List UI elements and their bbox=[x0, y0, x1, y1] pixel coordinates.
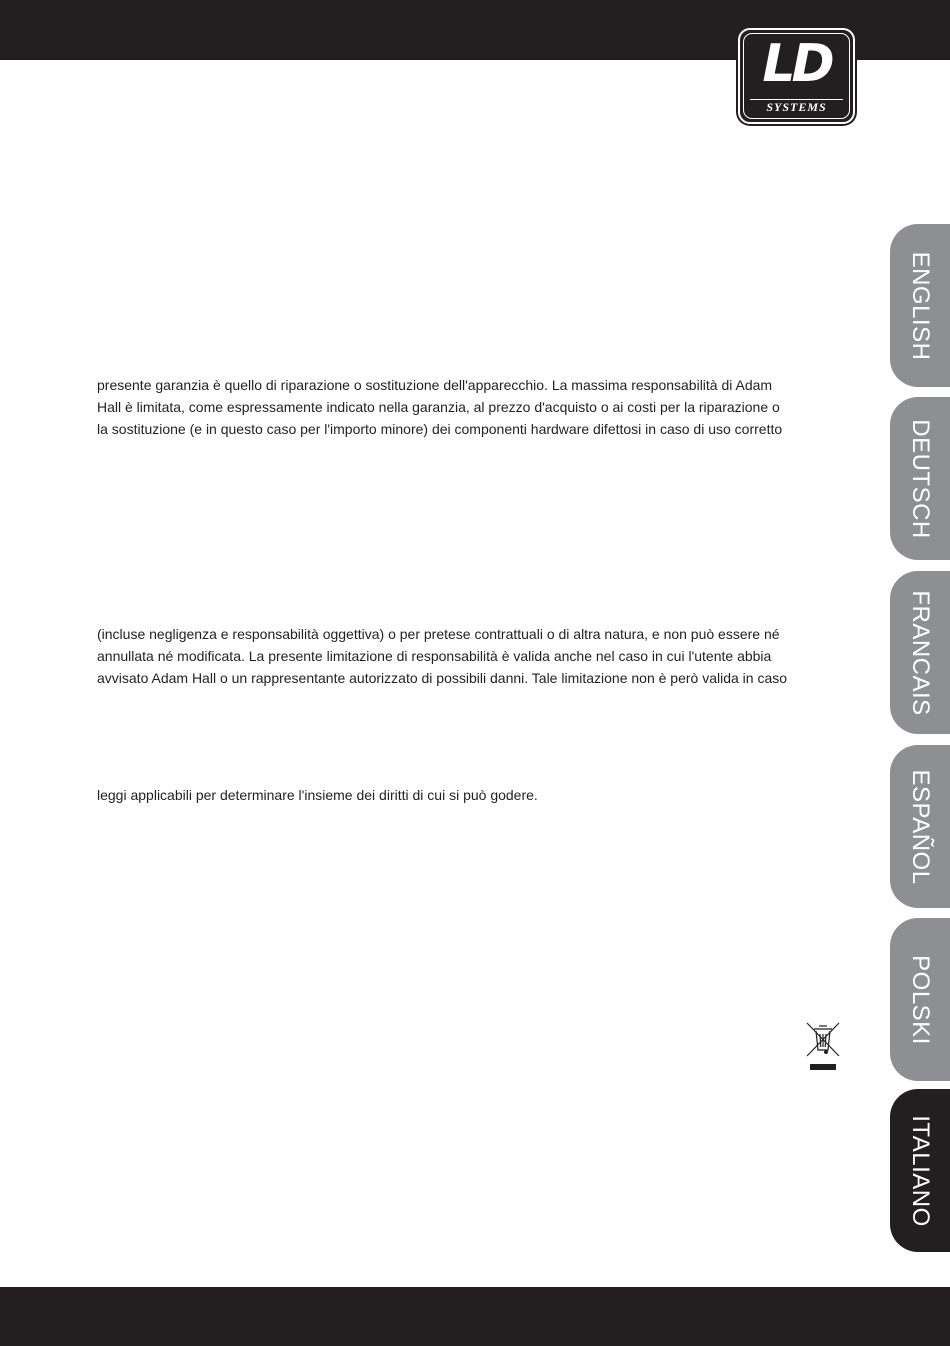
tab-label: ITALIANO bbox=[907, 1114, 934, 1227]
tab-label: DEUTSCH bbox=[907, 418, 934, 539]
tab-espanol[interactable] bbox=[890, 745, 950, 908]
ld-systems-logo bbox=[738, 28, 855, 124]
tab-label: ENGLISH bbox=[907, 251, 934, 360]
logo-subtitle: SYSTEMS bbox=[750, 99, 843, 114]
tab-italiano[interactable] bbox=[890, 1089, 950, 1252]
text-line: annullata né modificata. La presente limitazione di responsabilità è valida anche nel caso in cui l'utente abbia bbox=[97, 648, 772, 664]
footer-bar bbox=[0, 1287, 950, 1346]
text-line: leggi applicabili per determinare l'insieme dei diritti di cui si può godere. bbox=[97, 787, 538, 803]
crossed-out-wheelie-bin-icon bbox=[805, 1020, 841, 1073]
paragraph-warranty-remedy bbox=[97, 374, 842, 440]
tab-label: FRANCAIS bbox=[907, 589, 934, 716]
tab-deutsch[interactable] bbox=[890, 397, 950, 560]
paragraph-applicable-laws bbox=[97, 784, 842, 806]
tab-polski[interactable] bbox=[890, 918, 950, 1081]
paragraph-liability-limitation bbox=[97, 623, 842, 689]
text-line: avvisato Adam Hall o un rappresentante autorizzato di possibili danni. Tale limitazione non è però valida in caso bbox=[97, 670, 788, 686]
tab-francais[interactable] bbox=[890, 571, 950, 734]
tab-label: ESPAÑOL bbox=[907, 768, 934, 885]
text-line: la sostituzione (e in questo caso per l'importo minore) dei componenti hardware difettosi in caso di uso corretto bbox=[97, 421, 783, 437]
logo-mark: LD bbox=[762, 34, 831, 94]
text-line: (incluse negligenza e responsabilità oggettiva) o per pretese contrattuali o di altra natura, e non può essere né bbox=[97, 626, 780, 642]
tab-label: POLSKI bbox=[907, 954, 934, 1045]
text-line: presente garanzia è quello di riparazione o sostituzione dell'apparecchio. La massima responsabilità di Adam bbox=[97, 377, 773, 393]
text-line: Hall è limitata, come espressamente indicato nella garanzia, al prezzo d'acquisto o ai costi per la riparazione o bbox=[97, 399, 780, 415]
tab-english[interactable] bbox=[890, 224, 950, 387]
